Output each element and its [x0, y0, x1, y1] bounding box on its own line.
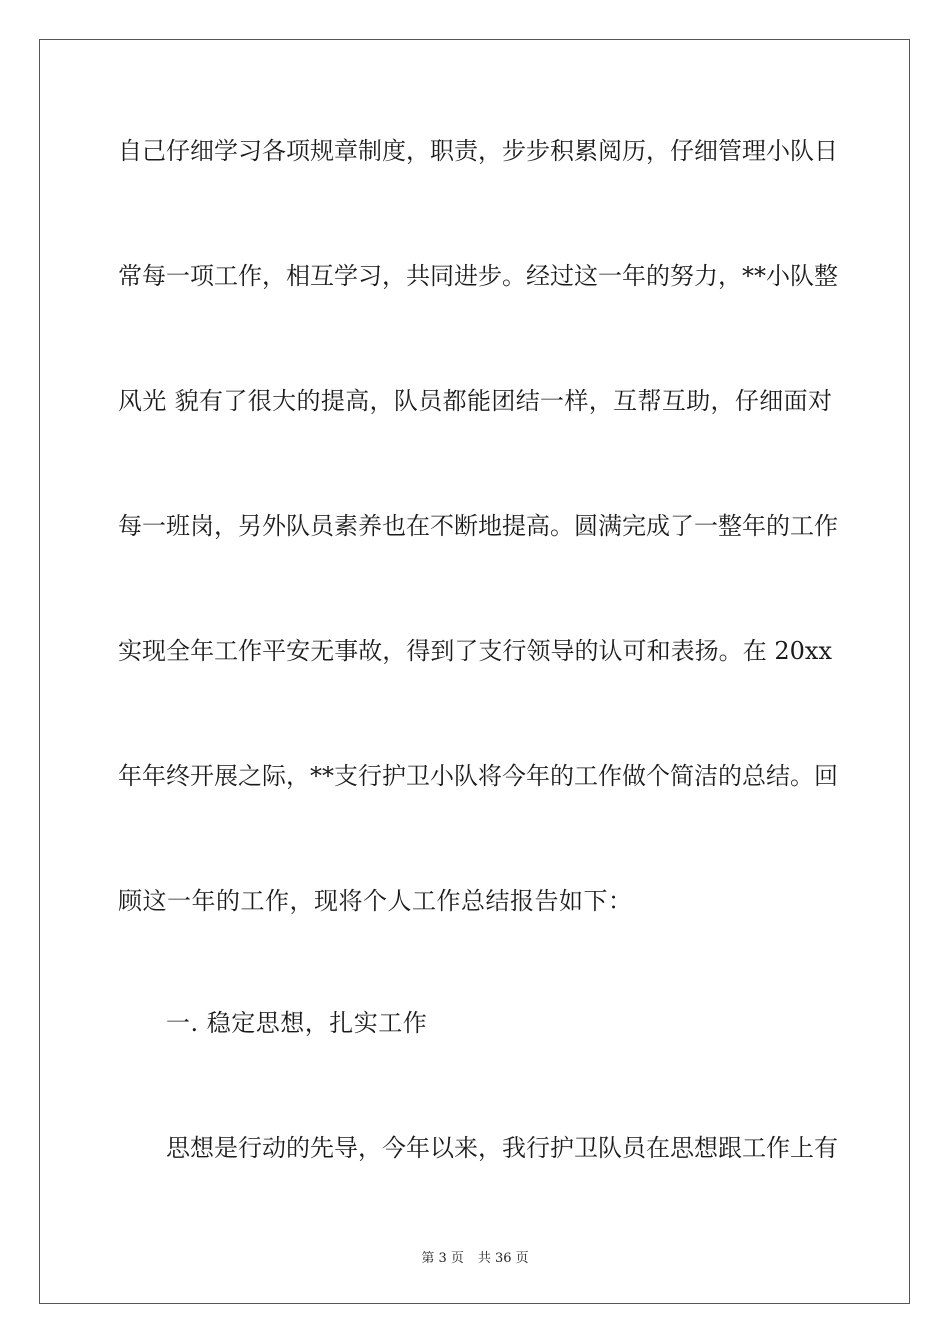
body-text-line-1: 自己仔细学习各项规章制度，职责，步步积累阅历，仔细管理小队日	[118, 137, 838, 165]
page-total: 共 36 页	[477, 1251, 529, 1266]
body-text-line-5: 实现全年工作平安无事故，得到了支行领导的认可和表扬。在 20xx	[118, 637, 832, 665]
body-text-line-2: 常每一项工作，相互学习，共同进步。经过这一年的努力，**小队整	[118, 262, 838, 290]
body-text-line-9: 思想是行动的先导，今年以来，我行护卫队员在思想跟工作上有	[166, 1134, 838, 1162]
body-text-line-4: 每一班岗，另外队员素养也在不断地提高。圆满完成了一整年的工作	[118, 512, 838, 540]
page-border	[39, 39, 910, 1304]
page-number: 第 3 页	[421, 1251, 464, 1266]
page-footer	[0, 1247, 950, 1266]
body-text-line-7: 顾这一年的工作，现将个人工作总结报告如下：	[118, 887, 633, 915]
body-text-line-6: 年年终开展之际，**支行护卫小队将今年的工作做个简洁的总结。回	[118, 762, 838, 790]
body-text-line-3: 风光 貌有了很大的提高，队员都能团结一样，互帮互助，仔细面对	[118, 387, 832, 415]
section-heading: 一. 稳定思想，扎实工作	[166, 1009, 428, 1037]
